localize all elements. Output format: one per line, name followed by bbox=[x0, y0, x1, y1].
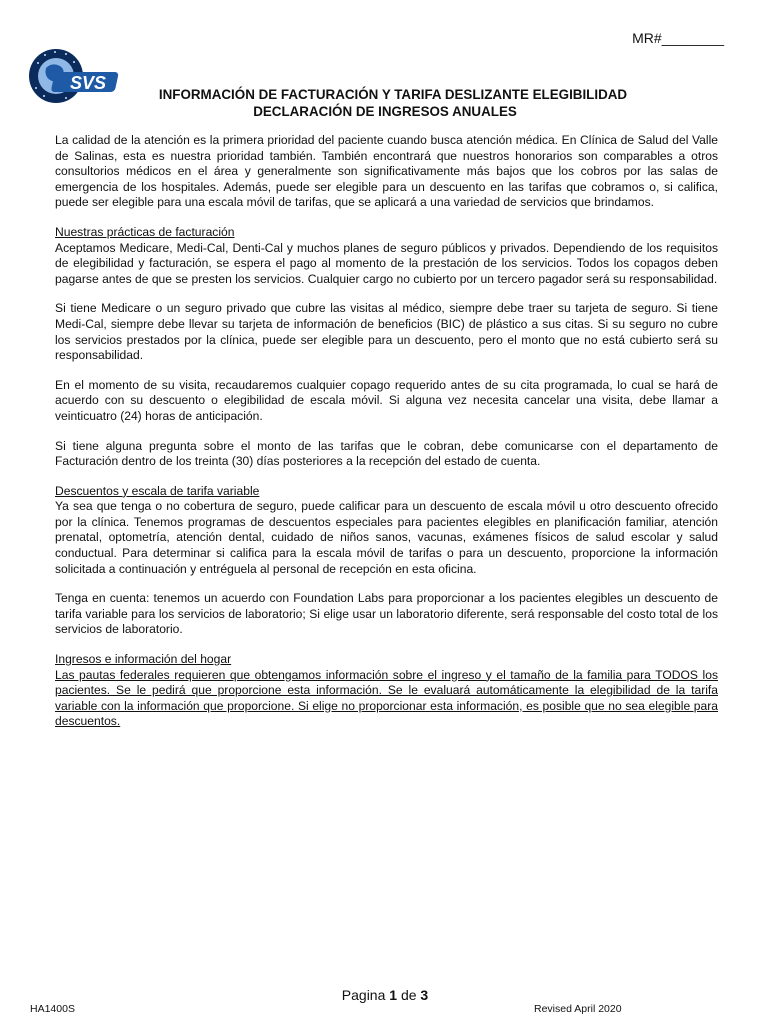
billing-section bbox=[55, 225, 718, 287]
revision-date: Revised April 2020 bbox=[534, 1003, 622, 1015]
billing-paragraph-3: En el momento de su visita, recaudaremos cualquier copago requerido antes de su cita programada, lo cual se hará de acuerdo con su descuento o elegibilidad de escala móvil. Si alguna vez necesita cancelar una visita, debe llamar a veinticuatro (24) horas de anticipación. bbox=[55, 377, 718, 423]
document-title bbox=[0, 86, 770, 120]
discounts-section bbox=[55, 484, 718, 578]
page-number bbox=[0, 987, 770, 1003]
page-mid: de bbox=[397, 987, 421, 1003]
income-heading: Ingresos e información del hogar bbox=[55, 652, 232, 667]
title-line-1: INFORMACIÓN DE FACTURACIÓN Y TARIFA DESLIZANTE ELEGIBILIDAD bbox=[158, 87, 628, 102]
billing-heading: Nuestras prácticas de facturación bbox=[55, 224, 235, 239]
mr-number-field: MR#________ bbox=[632, 30, 724, 46]
discounts-paragraph-2: Tenga en cuenta: tenemos un acuerdo con Foundation Labs para proporcionar a los pacientes elegibles un descuento de tarifa variable para los servicios de laboratorio; Si elige usar un laboratorio diferente, será responsable del costo total de los servicios de laboratorio. bbox=[55, 591, 718, 637]
document-body bbox=[55, 133, 718, 744]
billing-paragraph-1: Aceptamos Medicare, Medi-Cal, Denti-Cal y muchos planes de seguro públicos y privados. Dependiendo de los requisitos de elegibilidad y facturación, se espera el pago al momento de la prestación de los servicios. Todos los copagos deben pagarse antes de que se presten los servicios. Cualquier cargo no cubierto por un tercero pagador será su responsabilidad. bbox=[55, 240, 718, 286]
page-prefix: Pagina bbox=[341, 987, 390, 1003]
title-line-2: DECLARACIÓN DE INGRESOS ANUALES bbox=[253, 104, 517, 119]
page-current: 1 bbox=[389, 987, 398, 1003]
income-section bbox=[55, 652, 718, 730]
page-total: 3 bbox=[420, 987, 429, 1003]
billing-paragraph-2: Si tiene Medicare o un seguro privado que cubre las visitas al médico, siempre debe traer su tarjeta de seguro. Si tiene Medi-Cal, siempre debe llevar su tarjeta de información de beneficios (BIC) de plástico a sus citas. Si su seguro no cubre los servicios prestados por la clínica, puede ser elegible para un descuento, pero el monto que no está cubierto será su responsabilidad. bbox=[55, 301, 718, 363]
billing-paragraph-4: Si tiene alguna pregunta sobre el monto de las tarifas que le cobran, debe comunicarse con el departamento de Facturación dentro de los treinta (30) días posteriores a la recepción del estado de cuenta. bbox=[55, 438, 718, 469]
intro-paragraph: La calidad de la atención es la primera prioridad del paciente cuando busca atención médica. En Clínica de Salud del Valle de Salinas, esta es nuestra prioridad también. También encontrará que nuestros honorarios son comparables a otros consultorios médicos en el área y generalmente son significativamente más bajos que los cobros por las salas de emergencia de los hospitales. Además, puede ser elegible para un descuento en las tarifas que cobramos o, si califica, puede ser elegible para una escala móvil de tarifas, que se aplicará a una variedad de servicios que brindamos. bbox=[55, 133, 718, 210]
income-paragraph-1: Las pautas federales requieren que obtengamos información sobre el ingreso y el tamaño de la familia para TODOS los pacientes. Se le pedirá que proporcione esta información. Se le evaluará automáticamente la elegibilidad de la tarifa variable con la información que proporcione. Si elige no proporcionar esta información, es posible que no sea elegible para descuentos. bbox=[55, 667, 718, 729]
discounts-paragraph-1: Ya sea que tenga o no cobertura de seguro, puede calificar para un descuento de escala móvil u otro descuento ofrecido por la clínica. Tenemos programas de descuentos especiales para pacientes elegibles en planificación familiar, atención prenatal, optometría, atención dental, cuidado de niños sanos, vacunas, exámenes físicos de salud escolar y salud conductual. Para determinar si califica para la escala móvil de tarifas o para un descuento, proporcione la información solicitada a continuación y entréguela al personal de recepción en esta oficina. bbox=[55, 499, 718, 576]
logo-letters: SVS bbox=[70, 73, 107, 93]
discounts-heading: Descuentos y escala de tarifa variable bbox=[55, 483, 260, 498]
form-code: HA1400S bbox=[30, 1003, 75, 1015]
